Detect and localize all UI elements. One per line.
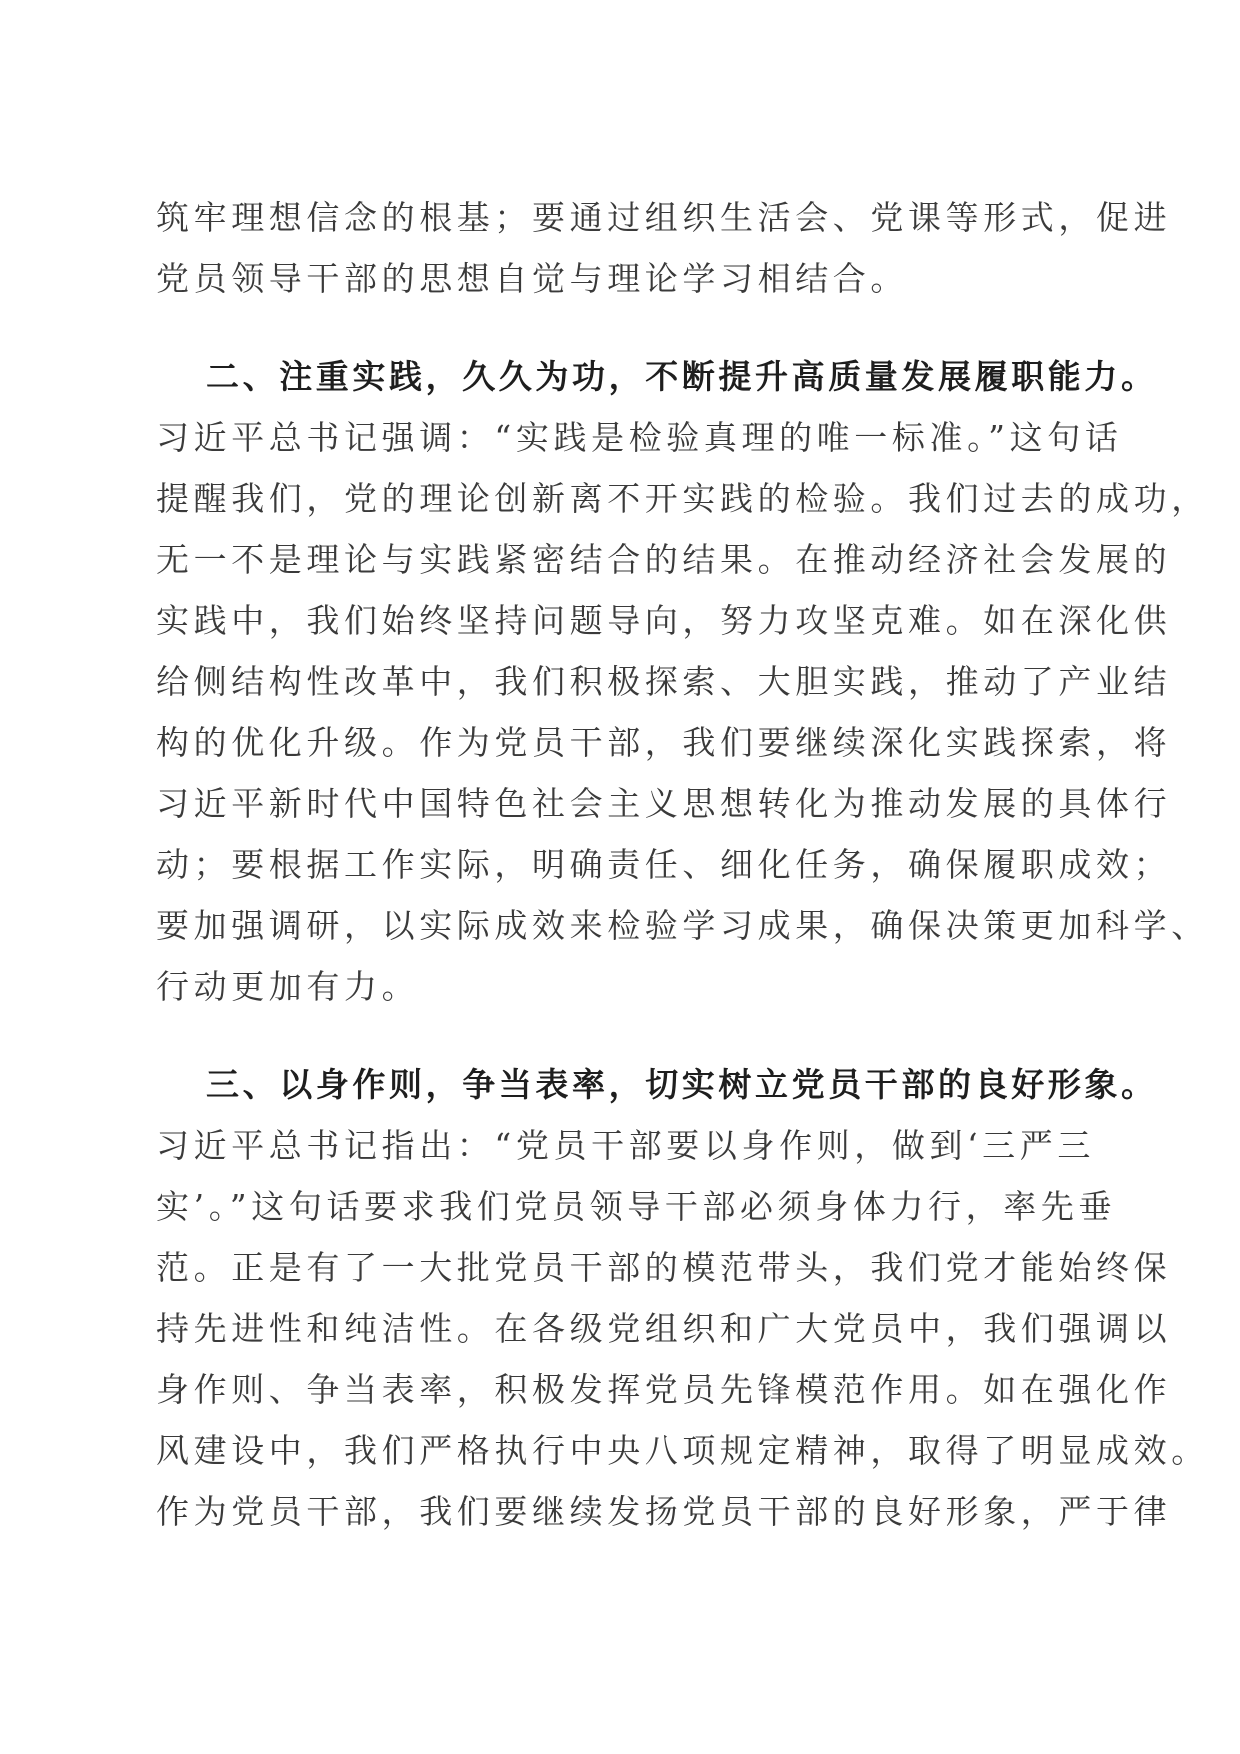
intro-paragraph xyxy=(156,187,1172,309)
text-line: 筑牢理想信念的根基；要通过组织生活会、党课等形式，促进 xyxy=(156,198,1172,237)
text-line: 范。正是有了一大批党员干部的模范带头，我们党才能始终保 xyxy=(156,1248,1172,1287)
section-3-paragraph xyxy=(156,1054,1209,1542)
document-body xyxy=(156,187,1209,1542)
text-line: 无一不是理论与实践紧密结合的结果。在推动经济社会发展的 xyxy=(156,540,1172,579)
text-line: 作为党员干部，我们要继续发扬党员干部的良好形象，严于律 xyxy=(156,1492,1172,1531)
text-line: 习近平总书记强调：“实践是检验真理的唯一标准。”这句话 xyxy=(156,418,1123,457)
text-line: 动；要根据工作实际，明确责任、细化任务，确保履职成效； xyxy=(156,845,1172,884)
text-line: 习近平新时代中国特色社会主义思想转化为推动发展的具体行 xyxy=(156,784,1172,823)
text-line: 实践中，我们始终坚持问题导向，努力攻坚克难。如在深化供 xyxy=(156,601,1172,640)
text-line: 行动更加有力。 xyxy=(156,967,420,1006)
section-2-heading: 二、注重实践，久久为功，不断提升高质量发展履职能力。 xyxy=(206,357,1158,396)
text-line: 风建设中，我们严格执行中央八项规定精神，取得了明显成效。 xyxy=(156,1431,1209,1470)
text-line: 提醒我们，党的理论创新离不开实践的检验。我们过去的成功， xyxy=(156,479,1209,518)
section-3-heading: 三、以身作则，争当表率，切实树立党员干部的良好形象。 xyxy=(206,1065,1158,1104)
text-line: 给侧结构性改革中，我们积极探索、大胆实践，推动了产业结 xyxy=(156,662,1172,701)
text-line: 实’。”这句话要求我们党员领导干部必须身体力行，率先垂 xyxy=(156,1187,1117,1226)
text-line: 身作则、争当表率，积极发挥党员先锋模范作用。如在强化作 xyxy=(156,1370,1172,1409)
text-line: 要加强调研，以实际成效来检验学习成果，确保决策更加科学、 xyxy=(156,906,1209,945)
text-line: 习近平总书记指出：“党员干部要以身作则，做到‘三严三 xyxy=(156,1126,1095,1165)
text-line: 党员领导干部的思想自觉与理论学习相结合。 xyxy=(156,259,908,298)
section-2-paragraph xyxy=(156,346,1209,1017)
text-line: 构的优化升级。作为党员干部，我们要继续深化实践探索，将 xyxy=(156,723,1172,762)
text-line: 持先进性和纯洁性。在各级党组织和广大党员中，我们强调以 xyxy=(156,1309,1172,1348)
